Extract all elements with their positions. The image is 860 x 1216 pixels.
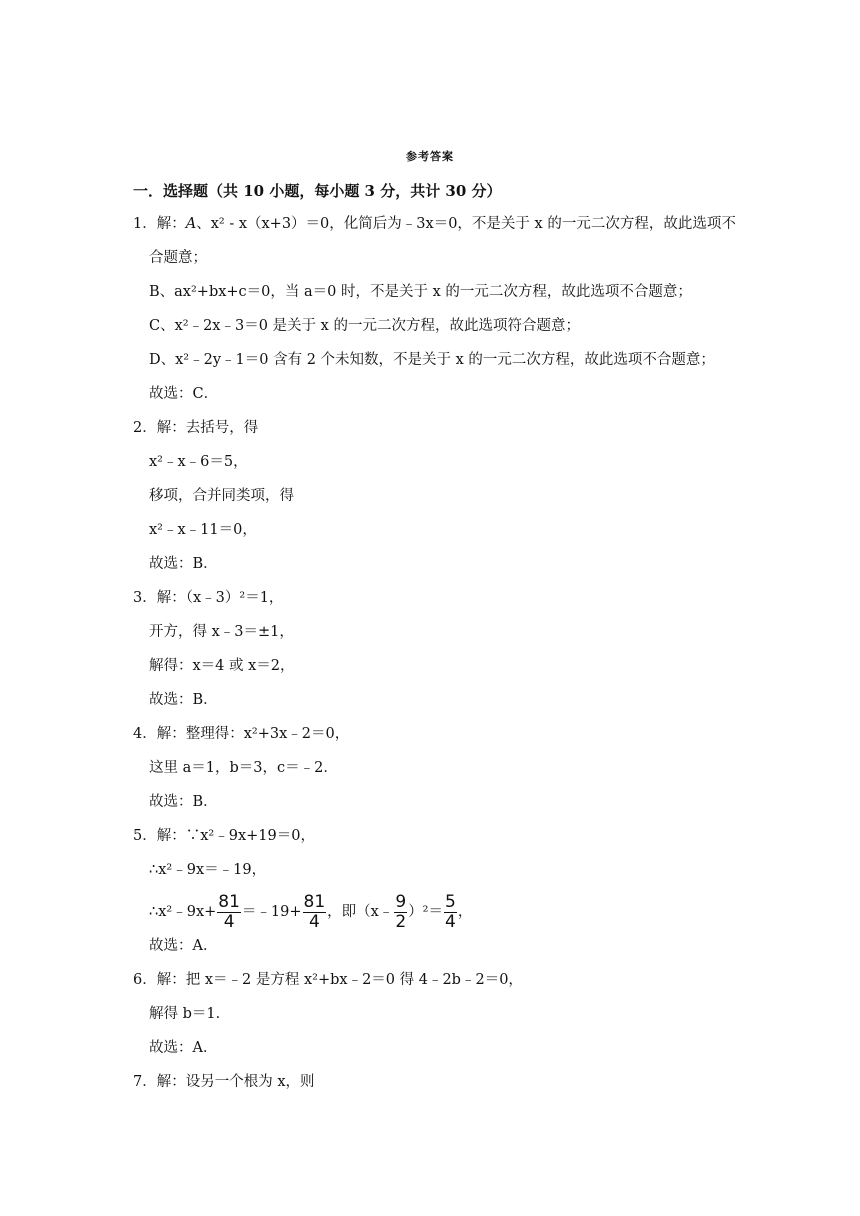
q1-a-expr: x² - x（x+3）＝0 xyxy=(210,216,330,232)
fraction-9-over-2 xyxy=(394,893,407,932)
q1-sep: 、 xyxy=(196,216,211,232)
q5-line-2: ∴x²﹣9x＝﹣19， xyxy=(149,862,267,878)
q4-line-2: 这里 a＝1，b＝3，c＝﹣2． xyxy=(149,760,338,776)
q5-l3-part-a: ∴x²﹣9x+ xyxy=(149,904,217,920)
q2-text-1: 解：去括号，得 xyxy=(156,420,259,436)
q3-line-1 xyxy=(133,588,283,608)
frac-numerator: 81 xyxy=(218,891,240,912)
q5-l3-part-e: ， xyxy=(457,904,473,920)
frac-numerator: 9 xyxy=(395,891,407,912)
q1-line-1-cont: 合题意； xyxy=(149,250,207,266)
q5-line-1 xyxy=(133,826,315,846)
q6-text-1: 解：把 x＝﹣2 是方程 x²+bx﹣2＝0 得 4﹣2b﹣2＝0， xyxy=(156,972,523,988)
q1-option-b: B、ax²+bx+c＝0，当 a＝0 时，不是关于 x 的一元二次方程，故此选项不合题意； xyxy=(149,284,692,300)
q3-line-3: 解得：x＝4 或 x＝2， xyxy=(149,658,295,674)
frac-denominator: 4 xyxy=(223,911,235,932)
q1-option-c: C、x²﹣2x﹣3＝0 是关于 x 的一元二次方程，故此选项符合题意； xyxy=(149,318,580,334)
q3-line-2: 开方，得 x﹣3＝±1， xyxy=(149,624,294,640)
frac-denominator: 4 xyxy=(445,911,456,932)
q3-answer: 故选：B． xyxy=(149,692,218,708)
fraction-81-over-4 xyxy=(217,893,241,932)
q5-number: 5． xyxy=(133,828,157,844)
q6-answer: 故选：A． xyxy=(149,1040,218,1056)
q3-number: 3． xyxy=(133,590,157,606)
q7-line-1 xyxy=(133,1072,315,1092)
q4-line-1 xyxy=(133,724,349,744)
q2-answer: 故选：B． xyxy=(149,556,218,572)
frac-numerator: 81 xyxy=(303,891,326,912)
q4-answer: 故选：B． xyxy=(149,794,218,810)
q5-l3-part-d: ）²＝ xyxy=(408,904,444,920)
q5-line-3 xyxy=(149,890,472,934)
q6-line-2: 解得 b＝1． xyxy=(149,1006,231,1022)
q1-number: 1． xyxy=(133,216,157,232)
q1-option-a-letter: A xyxy=(185,216,197,232)
q3-text-1: 解：（x﹣3）²＝1， xyxy=(156,590,284,606)
q1-a-text: ，化简后为﹣3x＝0，不是关于 x 的一元二次方程，故此选项不 xyxy=(329,216,736,232)
section-heading: 一．选择题（共 10 小题，每小题 3 分，共计 30 分） xyxy=(133,182,502,200)
q5-answer: 故选：A． xyxy=(149,938,218,954)
q2-line-2: x²﹣x﹣6＝5， xyxy=(149,454,248,470)
q4-text-1: 解：整理得：x²+3x﹣2＝0， xyxy=(156,726,350,742)
q5-l3-part-c: ，即（x﹣ xyxy=(327,904,394,920)
q6-number: 6． xyxy=(133,972,157,988)
q5-text-1: 解：∵x²﹣9x+19＝0， xyxy=(156,828,315,844)
q2-line-3: 移项，合并同类项，得 xyxy=(149,488,294,504)
q1-answer: 故选：C． xyxy=(149,386,219,402)
q7-text-1: 解：设另一个根为 x，则 xyxy=(156,1074,315,1090)
q2-line-4: x²﹣x﹣11＝0， xyxy=(149,522,257,538)
q6-line-1 xyxy=(133,970,523,990)
q2-line-1 xyxy=(133,418,258,438)
frac-numerator: 5 xyxy=(445,891,456,912)
q7-number: 7． xyxy=(133,1074,157,1090)
fraction-5-over-4 xyxy=(444,893,457,932)
q2-number: 2． xyxy=(133,420,157,436)
page-title: 参考答案 xyxy=(406,150,454,163)
q5-l3-part-b: ＝﹣19+ xyxy=(241,904,302,920)
frac-denominator: 4 xyxy=(308,911,320,932)
q4-number: 4． xyxy=(133,726,157,742)
frac-denominator: 2 xyxy=(395,911,407,932)
q1-option-d: D、x²﹣2y﹣1＝0 含有 2 个未知数，不是关于 x 的一元二次方程，故此选项不合题意； xyxy=(149,352,715,368)
q1-line-1 xyxy=(133,214,736,234)
fraction-81-over-4-b xyxy=(303,893,327,932)
q1-a-prefix: 解： xyxy=(156,216,186,232)
